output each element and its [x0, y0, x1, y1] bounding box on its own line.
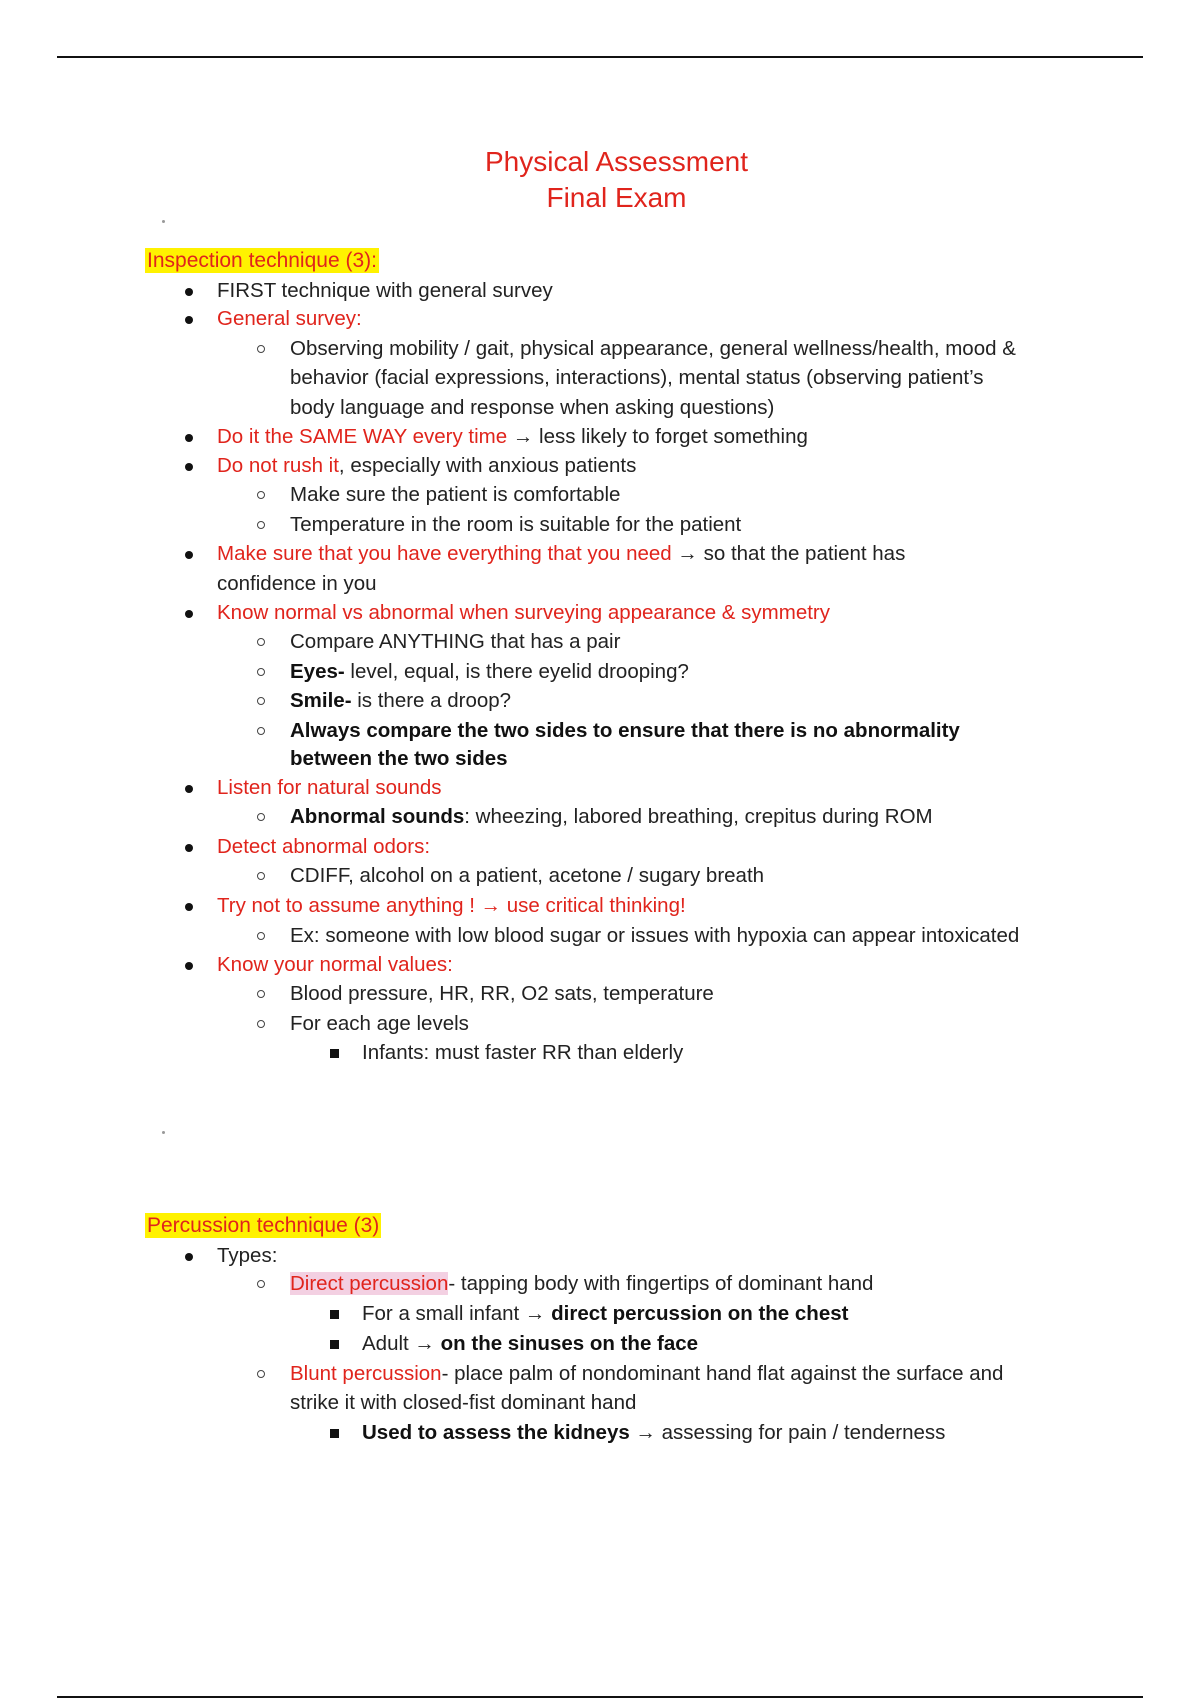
stray-dot	[162, 220, 165, 223]
list-item: Temperature in the room is suitable for the patient	[290, 511, 741, 539]
list-item: For a small infant → direct percussion on the chest	[362, 1300, 848, 1328]
bullet-disc-icon	[185, 463, 193, 471]
bullet-circle-icon	[257, 491, 265, 499]
title-line-2: Final Exam	[546, 182, 687, 213]
bullet-disc-icon	[185, 316, 193, 324]
page-title	[0, 144, 1200, 216]
bullet-circle-icon	[257, 813, 265, 821]
list-item: Direct percussion- tapping body with fingertips of dominant hand	[290, 1270, 873, 1298]
list-item: Always compare the two sides to ensure that there is no abnormality	[290, 717, 960, 745]
list-item: Detect abnormal odors:	[217, 833, 430, 861]
bullet-circle-icon	[257, 697, 265, 705]
list-item: Observing mobility / gait, physical appearance, general wellness/health, mood &	[290, 335, 1016, 363]
list-item: Do not rush it, especially with anxious patients	[217, 452, 636, 480]
bullet-disc-icon	[185, 962, 193, 970]
list-item: Used to assess the kidneys → assessing for pain / tenderness	[362, 1419, 945, 1447]
list-item: Smile- is there a droop?	[290, 687, 511, 715]
title-line-1: Physical Assessment	[485, 146, 748, 177]
list-item: Eyes- level, equal, is there eyelid drooping?	[290, 658, 689, 686]
list-item-continuation: behavior (facial expressions, interactions), mental status (observing patient’s	[290, 366, 984, 389]
list-item: Know normal vs abnormal when surveying appearance & symmetry	[217, 599, 830, 627]
list-item-continuation: body language and response when asking questions)	[290, 396, 775, 419]
bullet-circle-icon	[257, 638, 265, 646]
bullet-square-icon	[330, 1310, 339, 1319]
list-item: Listen for natural sounds	[217, 774, 442, 802]
list-item-continuation: between the two sides	[290, 747, 508, 770]
stray-dot	[162, 1131, 165, 1134]
bullet-circle-icon	[257, 727, 265, 735]
percussion-heading	[145, 1212, 381, 1240]
list-item: Compare ANYTHING that has a pair	[290, 628, 620, 656]
bullet-square-icon	[330, 1049, 339, 1058]
list-item: Know your normal values:	[217, 951, 453, 979]
bullet-circle-icon	[257, 345, 265, 353]
list-item: General survey:	[217, 305, 362, 333]
list-item: Blood pressure, HR, RR, O2 sats, temperature	[290, 980, 714, 1008]
bullet-disc-icon	[185, 434, 193, 442]
bullet-circle-icon	[257, 1370, 265, 1378]
bullet-circle-icon	[257, 1020, 265, 1028]
list-item: Adult → on the sinuses on the face	[362, 1330, 698, 1358]
bullet-circle-icon	[257, 932, 265, 940]
inspection-heading-text: Inspection technique (3):	[147, 249, 377, 272]
bullet-disc-icon	[185, 844, 193, 852]
bullet-circle-icon	[257, 668, 265, 676]
bullet-circle-icon	[257, 1280, 265, 1288]
list-item: Blunt percussion- place palm of nondominant hand flat against the surface and	[290, 1360, 1003, 1388]
bullet-square-icon	[330, 1429, 339, 1438]
list-item: Abnormal sounds: wheezing, labored breathing, crepitus during ROM	[290, 803, 933, 831]
top-rule	[57, 56, 1143, 58]
list-item: Do it the SAME WAY every time → less likely to forget something	[217, 423, 808, 451]
bullet-circle-icon	[257, 872, 265, 880]
bottom-rule	[57, 1696, 1143, 1698]
bullet-disc-icon	[185, 1253, 193, 1261]
inspection-heading	[145, 247, 379, 275]
bullet-disc-icon	[185, 903, 193, 911]
bullet-disc-icon	[185, 785, 193, 793]
list-item: Make sure the patient is comfortable	[290, 481, 620, 509]
bullet-square-icon	[330, 1340, 339, 1349]
list-item: For each age levels	[290, 1010, 469, 1038]
list-item: CDIFF, alcohol on a patient, acetone / sugary breath	[290, 862, 764, 890]
bullet-disc-icon	[185, 610, 193, 618]
bullet-circle-icon	[257, 521, 265, 529]
list-item: FIRST technique with general survey	[217, 277, 553, 305]
list-item: Types:	[217, 1242, 277, 1270]
bullet-disc-icon	[185, 288, 193, 296]
list-item: Ex: someone with low blood sugar or issues with hypoxia can appear intoxicated	[290, 922, 1019, 950]
bullet-circle-icon	[257, 990, 265, 998]
percussion-heading-text: Percussion technique (3)	[147, 1214, 380, 1237]
list-item: Infants: must faster RR than elderly	[362, 1039, 683, 1067]
list-item: Make sure that you have everything that you need → so that the patient has	[217, 540, 905, 568]
list-item: Try not to assume anything ! → use critical thinking!	[217, 892, 686, 920]
bullet-disc-icon	[185, 551, 193, 559]
list-item-continuation: strike it with closed-fist dominant hand	[290, 1391, 637, 1414]
list-item-continuation: confidence in you	[217, 572, 377, 595]
